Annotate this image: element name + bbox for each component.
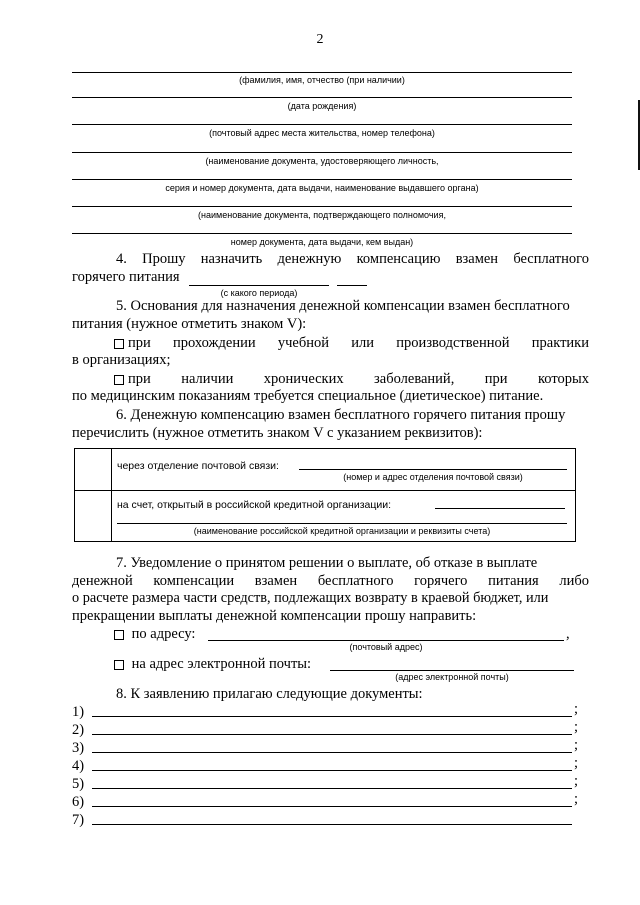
word: компенсацию bbox=[356, 251, 441, 267]
attachment-end: ; bbox=[574, 755, 579, 771]
post-office-input-line[interactable] bbox=[299, 469, 567, 470]
period-input-line-2[interactable] bbox=[337, 285, 367, 286]
checkbox-post-cell[interactable] bbox=[75, 449, 111, 490]
option-chronic[interactable] bbox=[114, 371, 151, 388]
word: которых bbox=[537, 371, 589, 387]
word: 4. bbox=[116, 251, 127, 267]
section5-line1: 5. Основания для назначения денежной компенсации взамен бесплатного bbox=[116, 298, 570, 314]
word: компенсации bbox=[153, 573, 235, 589]
field-line-fio bbox=[72, 72, 572, 73]
section6-line1: 6. Денежную компенсацию взамен бесплатного горячего питания прошу bbox=[116, 407, 566, 423]
postal-address-end: , bbox=[566, 626, 570, 642]
section7-line2 bbox=[72, 573, 589, 590]
word: питания bbox=[488, 573, 539, 589]
section4-line2: горячего питания bbox=[72, 269, 180, 285]
caption-postal-address: (почтовый адрес) bbox=[349, 642, 423, 652]
attachment-end: ; bbox=[574, 701, 579, 717]
field-line-authority-details bbox=[72, 233, 572, 234]
word: взамен bbox=[254, 573, 298, 589]
table-row-divider bbox=[75, 490, 575, 491]
field-line-id-doc bbox=[72, 152, 572, 153]
section5-option2-line2: по медицинским показаниям требуется специальное (диетическое) питание. bbox=[72, 388, 544, 404]
caption-birthdate: (дата рождения) bbox=[287, 101, 357, 111]
word: бесплатного bbox=[317, 573, 394, 589]
notify-email-option[interactable] bbox=[114, 656, 311, 673]
checkbox-bank-cell[interactable] bbox=[75, 491, 111, 541]
word: наличии bbox=[181, 371, 234, 387]
attachment-input-line[interactable] bbox=[92, 752, 572, 753]
attachment-end: ; bbox=[574, 719, 579, 735]
word: Прошу bbox=[142, 251, 186, 267]
bank-input-line-2[interactable] bbox=[117, 523, 567, 524]
option-practice[interactable] bbox=[114, 335, 151, 352]
section7-line3: о расчете размера части средств, подлежащих возврату в краевой бюджет, или bbox=[72, 590, 549, 606]
word: при bbox=[128, 371, 151, 387]
caption-authority-details: номер документа, дата выдачи, кем выдан) bbox=[230, 237, 414, 247]
attachment-input-line[interactable] bbox=[92, 788, 572, 789]
attachment-end: ; bbox=[574, 773, 579, 789]
section5-line2: питания (нужное отметить знаком V): bbox=[72, 316, 307, 332]
caption-id-doc: (наименование документа, удостоверяющего личность, bbox=[205, 156, 439, 166]
word: денежную bbox=[277, 251, 342, 267]
row-post-label: через отделение почтовой связи: bbox=[117, 460, 279, 472]
attachment-end: ; bbox=[574, 737, 579, 753]
section8-title: 8. К заявлению прилагаю следующие документы: bbox=[116, 686, 423, 702]
attachment-number: 2) bbox=[72, 722, 85, 738]
checkbox-icon[interactable] bbox=[114, 375, 124, 385]
word: прохождении bbox=[173, 335, 256, 351]
attachment-number: 7) bbox=[72, 812, 85, 828]
bank-input-line-1[interactable] bbox=[435, 508, 565, 509]
page-number: 2 bbox=[316, 32, 324, 47]
checkbox-icon[interactable] bbox=[114, 660, 124, 670]
attachment-number: 3) bbox=[72, 740, 85, 756]
word: практики bbox=[531, 335, 589, 351]
attachment-number: 1) bbox=[72, 704, 85, 720]
caption-fio: (фамилия, имя, отчество (при наличии) bbox=[239, 75, 405, 85]
word: денежной bbox=[72, 573, 133, 589]
caption-period: (с какого периода) bbox=[220, 288, 298, 298]
word: либо bbox=[559, 573, 589, 589]
word: взамен bbox=[455, 251, 499, 267]
word: назначить bbox=[200, 251, 263, 267]
checkbox-icon[interactable] bbox=[114, 630, 124, 640]
section5-option1 bbox=[114, 335, 589, 352]
word: горячего bbox=[414, 573, 468, 589]
section7-line4: прекращении выплаты денежной компенсации прошу направить: bbox=[72, 608, 477, 624]
word: или bbox=[351, 335, 375, 351]
payment-method-table bbox=[74, 448, 576, 542]
attachment-input-line[interactable] bbox=[92, 824, 572, 825]
attachment-input-line[interactable] bbox=[92, 716, 572, 717]
caption-email: (адрес электронной почты) bbox=[395, 672, 509, 682]
attachment-number: 5) bbox=[72, 776, 85, 792]
period-input-line-1[interactable] bbox=[189, 285, 329, 286]
table-col-divider bbox=[111, 449, 112, 541]
attachment-end: ; bbox=[574, 791, 579, 807]
word: при bbox=[128, 335, 151, 351]
section7-line1: 7. Уведомление о принятом решении о выплате, об отказе в выплате bbox=[116, 555, 538, 571]
section5-option1-line2: в организациях; bbox=[72, 352, 171, 368]
field-line-authority-doc bbox=[72, 206, 572, 207]
attachment-number: 6) bbox=[72, 794, 85, 810]
caption-bank: (наименование российской кредитной организации и реквизиты счета) bbox=[193, 526, 491, 536]
notify-postal-label: по адресу: bbox=[131, 626, 196, 642]
word: производственной bbox=[396, 335, 510, 351]
notify-postal-option[interactable] bbox=[114, 626, 195, 643]
word: заболеваний, bbox=[374, 371, 455, 387]
caption-address: (почтовый адрес места жительства, номер телефона) bbox=[209, 128, 435, 138]
attachment-number: 4) bbox=[72, 758, 85, 774]
section5-option2 bbox=[114, 371, 589, 388]
email-input-line[interactable] bbox=[330, 670, 574, 671]
word: бесплатного bbox=[513, 251, 589, 267]
field-line-birthdate bbox=[72, 97, 572, 98]
section4-line1 bbox=[116, 251, 589, 268]
notify-email-label: на адрес электронной почты: bbox=[131, 656, 312, 672]
word: при bbox=[484, 371, 508, 387]
section6-line2: перечислить (нужное отметить знаком V с указанием реквизитов): bbox=[72, 425, 483, 441]
postal-address-input-line[interactable] bbox=[208, 640, 564, 641]
row-bank-label: на счет, открытый в российской кредитной организации: bbox=[117, 499, 392, 511]
attachment-input-line[interactable] bbox=[92, 734, 572, 735]
attachment-input-line[interactable] bbox=[92, 806, 572, 807]
field-line-address bbox=[72, 124, 572, 125]
checkbox-icon[interactable] bbox=[114, 339, 124, 349]
caption-authority-doc: (наименование документа, подтверждающего полномочия, bbox=[198, 210, 446, 220]
attachment-input-line[interactable] bbox=[92, 770, 572, 771]
word: хронических bbox=[263, 371, 344, 387]
field-line-id-doc-details bbox=[72, 179, 572, 180]
caption-post-office: (номер и адрес отделения почтовой связи) bbox=[343, 472, 523, 482]
word: учебной bbox=[277, 335, 330, 351]
caption-id-doc-details: серия и номер документа, дата выдачи, наименование выдавшего органа) bbox=[165, 183, 479, 193]
